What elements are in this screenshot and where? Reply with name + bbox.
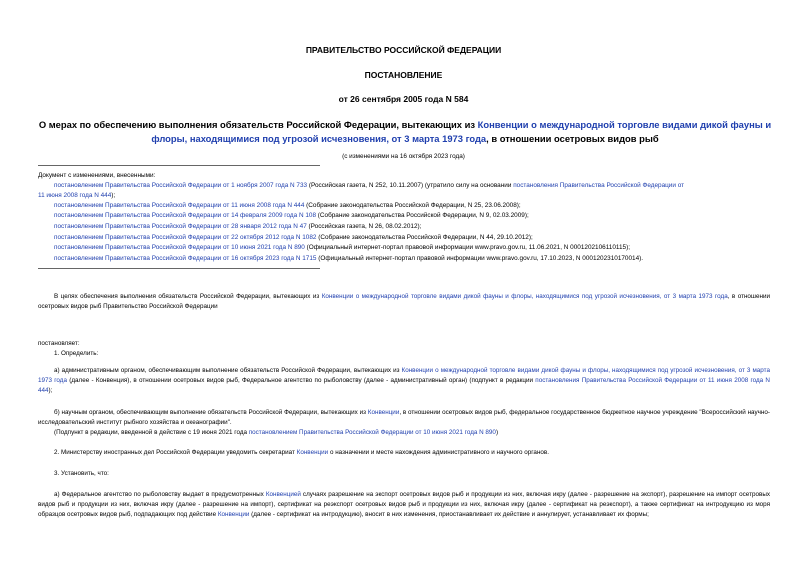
change-link[interactable]: постановлением Правительства Российской Федерации от 14 февраля 2009 года N 108 — [54, 212, 317, 219]
document-type: ПОСТАНОВЛЕНИЕ — [364, 70, 443, 80]
clause-1b-paragraph: б) научным органом, обеспечивающим выполнение обязательств Российской Федерации, вытекающих из Конвенции, в отношении осетровых видов рыб, федеральное государственное бюджетное научное учреждение "Всероссийский научно-исследовательский институт рыбного хозяйства и океанографии". — [38, 409, 770, 427]
amendment-link[interactable]: постановлением Правительства Российской Федерации от 10 июня 2021 года N 890 — [248, 429, 496, 436]
document-date-number: от 26 сентября 2005 года N 584 — [338, 94, 469, 104]
clause-1a-paragraph: а) административным органом, обеспечивающим выполнение обязательств Российской Федерации, вытекающих из Конвенции о международной торговле видами дикой фауны и флоры, находящимися под угрозой исчезновения, от 3 марта 1973 года (далее - Конвенция), в отношении осетровых видов рыб, Федеральное агентство по рыболовству (далее - административный орган) (подпункт в редакции постановления Правительства Российской Федерации от 11 июня 2008 года N 444); — [38, 367, 770, 395]
decides-label: постановляет: — [38, 340, 80, 347]
change-item: постановлением Правительства Российской Федерации от 11 июня 2008 года N 444 (Собрание законодательства Российской Федерации, N 25, 23.06.2008); — [54, 202, 521, 209]
convention-link[interactable]: Конвенции — [296, 449, 329, 456]
clause-1-heading: 1. Определить: — [54, 350, 99, 357]
change-item: постановлением Правительства Российской Федерации от 14 февраля 2009 года N 108 (Собрание законодательства Российской Федерации, N 9, 02.03.2009); — [54, 212, 529, 219]
clause-1b-note: (Подпункт в редакции, введенной в действие с 19 июня 2021 года постановлением Правительства Российской Федерации от 10 июня 2021 года N 890) — [54, 429, 499, 436]
revision-note: (с изменениями на 16 октября 2023 года) — [342, 153, 465, 160]
convention-link[interactable]: Конвенции о международной торговле видами дикой фауны и флоры, находящимися под угрозой исчезновения, от 3 марта 1973 года — [321, 293, 728, 300]
divider-bottom — [38, 268, 320, 269]
convention-link[interactable]: Конвенции о международной торговле видами дикой фауны и флоры, находящимися под угрозой исчезновения, от 3 марта 1973 года — [38, 367, 770, 385]
title-text-end: , в отношении осетровых видов рыб — [486, 133, 659, 144]
change-item: постановлением Правительства Российской Федерации от 10 июня 2021 года N 890 (Официальный интернет-портал правовой информации www.pravo.gov.ru, 11.06.2021, N 0001202106110115); — [54, 244, 630, 251]
government-name: ПРАВИТЕЛЬСТВО РОССИЙСКОЙ ФЕДЕРАЦИИ — [305, 45, 502, 55]
document-title — [30, 118, 780, 146]
change-link[interactable]: постановлением Правительства Российской Федерации от 11 июня 2008 года N 444 — [54, 202, 305, 209]
convention-link[interactable]: Конвенцией — [265, 491, 301, 498]
convention-link-2[interactable]: Конвенции — [217, 511, 250, 519]
clause-3-heading: 3. Установить, что: — [54, 470, 109, 477]
convention-title-link[interactable]: Конвенции о международной торговле видами дикой фауны и флоры, находящимися под угрозой исчезновения, от 3 марта 1973 года — [151, 119, 772, 144]
changes-intro: Документ с изменениями, внесенными: — [38, 172, 156, 179]
change-link[interactable]: постановлением Правительства Российской Федерации от 10 июня 2021 года N 890 — [54, 244, 305, 251]
change-item: постановлением Правительства Российской Федерации от 28 января 2012 года N 47 (Российская газета, N 26, 08.02.2012); — [54, 223, 422, 230]
change-item-continued: 11 июня 2008 года N 444); — [38, 192, 116, 199]
divider-top — [38, 165, 320, 166]
change-item: постановлением Правительства Российской Федерации от 22 октября 2012 года N 1082 (Собрание законодательства Российской Федерации, N 44, 29.10.2012); — [54, 234, 533, 241]
amendment-link[interactable]: постановления Правительства Российской Федерации от 11 июня 2008 года N 444 — [38, 377, 770, 395]
change-link[interactable]: постановлением Правительства Российской Федерации от 1 ноября 2007 года N 733 — [54, 182, 308, 189]
change-link[interactable]: постановлением Правительства Российской Федерации от 16 октября 2023 года N 1715 — [54, 255, 317, 262]
title-text: О мерах по обеспечению выполнения обязательств Российской Федерации, вытекающих из — [38, 119, 478, 130]
change-link[interactable]: постановлением Правительства Российской Федерации от 22 октября 2012 года N 1082 — [54, 234, 317, 241]
preamble-paragraph: В целях обеспечения выполнения обязательств Российской Федерации, вытекающих из Конвенции о международной торговле видами дикой фауны и флоры, находящимися под угрозой исчезновения, от 3 марта 1973 года, в отношении осетровых видов рыб Правительство Российской Федерации — [38, 293, 770, 311]
change-item: постановлением Правительства Российской Федерации от 1 ноября 2007 года N 733 (Российская газета, N 252, 10.11.2007) (утратило силу на основании постановления Правительства Российской Федерации от — [54, 182, 685, 189]
change-link-3[interactable]: 11 июня 2008 года N 444 — [38, 192, 112, 199]
change-link[interactable]: постановлением Правительства Российской Федерации от 28 января 2012 года N 47 — [54, 223, 307, 230]
change-item: постановлением Правительства Российской Федерации от 16 октября 2023 года N 1715 (Официальный интернет-портал правовой информации www.pravo.gov.ru, 17.10.2023, N 0001202310170014). — [54, 255, 644, 262]
clause-2-paragraph: 2. Министерству иностранных дел Российской Федерации уведомить секретариат Конвенции о назначении и месте нахождения административного и научного органов. — [54, 449, 550, 456]
change-link-2[interactable]: постановления Правительства Российской Федерации от — [513, 182, 685, 189]
convention-link[interactable]: Конвенции — [367, 409, 400, 416]
clause-3a-paragraph: а) Федеральное агентство по рыболовству выдает в предусмотренных Конвенцией случаях разрешение на экспорт осетровых видов рыб и продукции из них, включая икру (далее - разрешение на экспорт), разрешение на импорт осетровых видов рыб и продукции из них, включая икру (далее - разрешение на импорт), сертификат на реэкспорт осетровых видов рыб и продукции из них, включая икру (далее - сертификат на реэкспорт), а также сертификат на интродукцию из моря образцов осетровых видов рыб, подпадающих под действие Конвенции (далее - сертификат на интродукцию), вносит в них изменения, приостанавливает их действие и аннулирует, устанавливает их формы; — [38, 491, 770, 519]
